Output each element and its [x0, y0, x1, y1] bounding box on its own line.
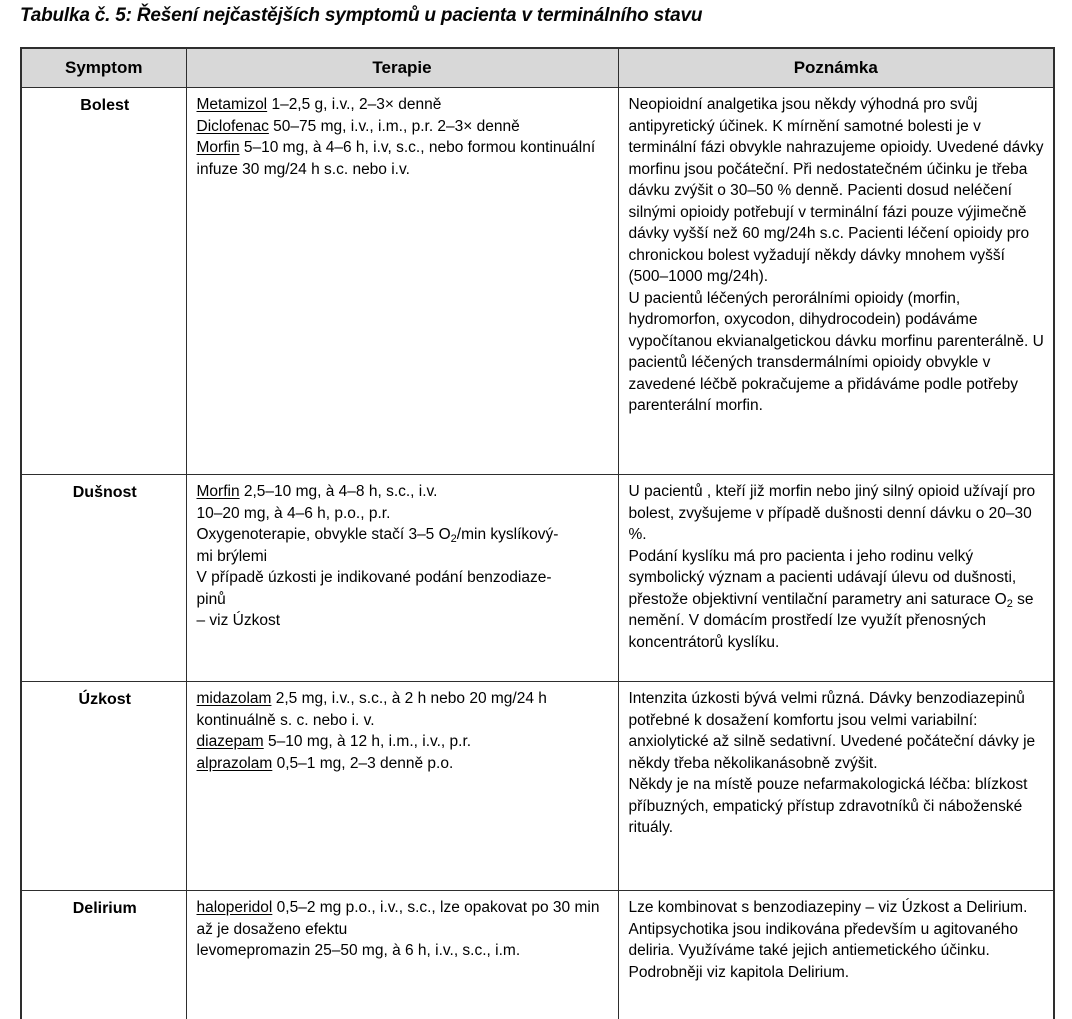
drug-name: Morfin: [196, 483, 240, 500]
table-row: [21, 475, 1054, 682]
poznamka-paragraph: U pacientů léčených perorálními opioidy (morfin, hydromorfon, oxycodon, dihydrocodein) podáváme vypočítanou ekvianalgetickou dávku morfinu parenterálně. U pacientů léčených transdermálními opioidy obvykle v zavedené léčbě pokračujeme a přidáváme podle potřeby parenterální morfin.: [628, 289, 1044, 414]
subscript: 2: [1006, 597, 1013, 610]
poznamka-cell: [618, 475, 1054, 682]
terapie-line: Morfin 2,5–10 mg, à 4–8 h, s.c., i.v.: [196, 483, 438, 500]
column-header-symptom: Symptom: [21, 48, 186, 88]
poznamka-paragraph: Neopioidní analgetika jsou někdy výhodná pro svůj antipyretický účinek. K mírnění samotné bolesti je v terminální fázi obvykle nahrazujeme opioidy. Uvedené dávky morfinu jsou počáteční. Při nedostatečném účinku je třeba dávku zvýšit o 30–50 % denně. Pacienti dosud neléčení silnými opioidy potřebují v terminální fázi pouze výjimečně dávky vyšší než 60 mg/24h s.c. Pacienti léčení opioidy pro chronickou bolest vyžadují někdy dávky mnohem vyšší (500–1000 mg/24h).: [628, 96, 1044, 285]
terapie-line: Morfin 5–10 mg, à 4–6 h, i.v, s.c., nebo formou kontinuální infuze 30 mg/24 h s.c. nebo i.v.: [196, 139, 596, 178]
subscript: 2: [450, 533, 457, 545]
drug-name: midazolam: [196, 690, 272, 707]
column-header-terapie: Terapie: [186, 48, 618, 88]
terapie-line: mi brýlemi: [196, 547, 268, 565]
column-header-poznamka: Poznámka: [618, 48, 1054, 88]
terapie-line: – viz Úzkost: [196, 612, 281, 629]
table-caption: Tabulka č. 5: Řešení nejčastějších symptomů u pacienta v terminálního stavu: [20, 5, 703, 26]
table-body: [21, 88, 1054, 1019]
poznamka-paragraph: Lze kombinovat s benzodiazepiny – viz Úzkost a Delirium.: [628, 899, 1028, 916]
terapie-line: alprazolam 0,5–1 mg, 2–3 denně p.o.: [196, 754, 454, 772]
terapie-line: Diclofenac 50–75 mg, i.v., i.m., p.r. 2–3× denně: [196, 117, 520, 135]
poznamka-cell: [618, 88, 1054, 475]
symptom-cell: Dušnost: [21, 475, 186, 682]
drug-name: alprazolam: [196, 754, 273, 772]
poznamka-paragraph: Intenzita úzkosti bývá velmi různá. Dávky benzodiazepinů potřebné k dosažení komfortu jsou velmi variabilní: anxiolytické až silně sedativní. Uvedené počáteční dávky je někdy třeba několikanásobně zvýšit.: [628, 690, 1036, 772]
table-header-row: [21, 48, 1054, 88]
poznamka-cell: [618, 682, 1054, 891]
table-row: [21, 88, 1054, 475]
terapie-line: haloperidol 0,5–2 mg p.o., i.v., s.c., lze opakovat po 30 min až je dosaženo efektu: [196, 899, 600, 938]
poznamka-cell: [618, 891, 1054, 1019]
drug-name: Morfin: [196, 139, 240, 156]
drug-name: diazepam: [196, 733, 264, 750]
symptom-cell: Úzkost: [21, 682, 186, 891]
terapie-line: diazepam 5–10 mg, à 12 h, i.m., i.v., p.r.: [196, 733, 472, 750]
terapie-line: Oxygenoterapie, obvykle stačí 3–5 $O_2/\min$ kyslíkový-: [196, 526, 559, 545]
poznamka-paragraph: Podání kyslíku má pro pacienta i jeho rodinu velký symbolický význam a pacienti udávají úlevu od dušnosti, přestože objektivní ventilační parametry ani saturace $O_2$ se nemění. V domácím prostředí lze využít přenosných koncentrátorů kyslíku.: [628, 547, 1034, 651]
terapie-cell: [186, 88, 618, 475]
terapie-cell: [186, 475, 618, 682]
poznamka-paragraph: U pacientů , kteří již morfin nebo jiný silný opioid užívají pro bolest, zvyšujeme v případě dušnosti denní dávku o 20–30 %.: [628, 483, 1036, 543]
table-row: [21, 682, 1054, 891]
symptoms-table: [20, 47, 1055, 1019]
symptom-cell: Delirium: [21, 891, 186, 1019]
terapie-line: levomepromazin 25–50 mg, à 6 h, i.v., s.c., i.m.: [196, 942, 521, 959]
drug-name: Metamizol: [196, 96, 268, 113]
poznamka-paragraph: Někdy je na místě pouze nefarmakologická léčba: blízkost příbuzných, empatický přístup zdravotníků či náboženské rituály.: [628, 776, 1028, 836]
terapie-line: 10–20 mg, à 4–6 h, p.o., p.r.: [196, 504, 391, 522]
terapie-line: Metamizol 1–2,5 g, i.v., 2–3× denně: [196, 96, 442, 113]
drug-name: Diclofenac: [196, 117, 269, 135]
terapie-line: pinů: [196, 590, 226, 608]
terapie-line: V případě úzkosti je indikované podání benzodiaze-: [196, 569, 552, 586]
terapie-cell: [186, 682, 618, 891]
terapie-line: midazolam 2,5 mg, i.v., s.c., à 2 h nebo 20 mg/24 h kontinuálně s. c. nebo i. v.: [196, 690, 547, 729]
terapie-cell: [186, 891, 618, 1019]
poznamka-paragraph: Antipsychotika jsou indikována především u agitovaného deliria. Využíváme také jejich antiemetického účinku. Podrobněji viz kapitola Delirium.: [628, 920, 1018, 981]
table-row: [21, 891, 1054, 1019]
drug-name: haloperidol: [196, 899, 273, 916]
symptom-cell: Bolest: [21, 88, 186, 475]
